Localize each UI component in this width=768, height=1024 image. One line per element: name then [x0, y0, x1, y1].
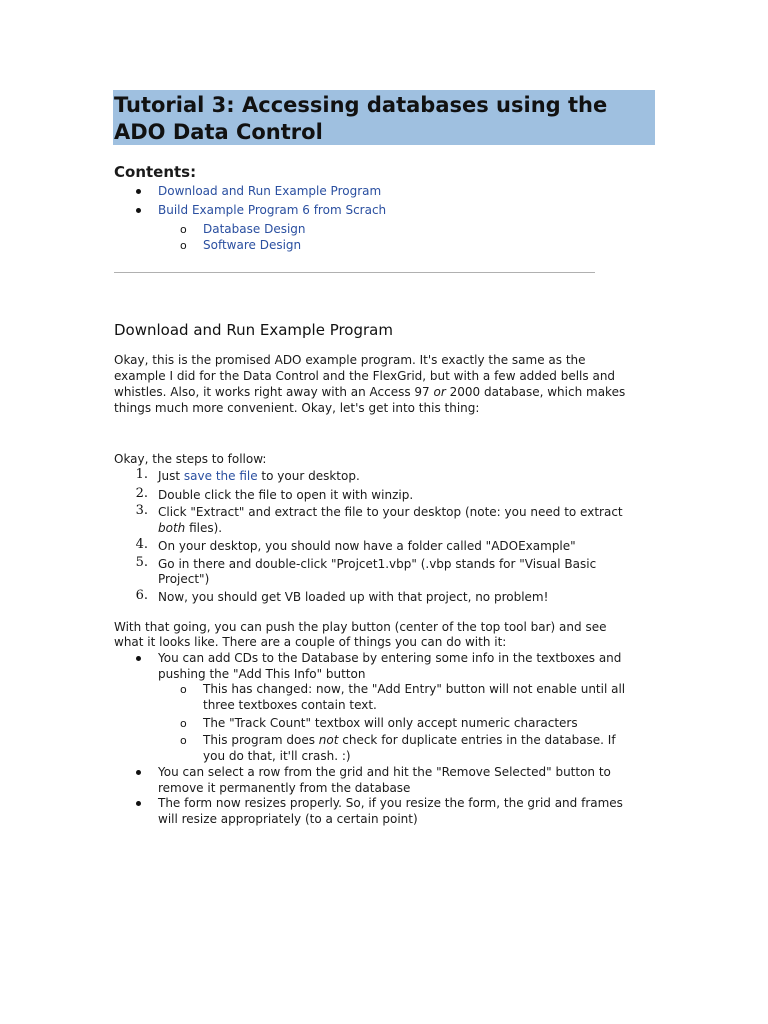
circle-bullet-icon: o — [180, 734, 187, 747]
bullet-icon — [136, 189, 141, 194]
toc-link-download[interactable]: Download and Run Example Program — [158, 184, 382, 198]
step-number: 5. — [135, 555, 148, 570]
circle-bullet-icon: o — [180, 683, 187, 696]
after-line-2: what it looks like. There are a couple of things you can do with it: — [114, 635, 507, 649]
sub-bullet-3-line-1: This program does not check for duplicate entries in the database. If — [203, 733, 616, 747]
circle-bullet-icon: o — [180, 239, 187, 252]
intro-line-1: Okay, this is the promised ADO example program. It's exactly the same as the — [114, 353, 586, 367]
bullet-1-line-1: You can add CDs to the Database by entering some info in the textboxes and — [158, 651, 622, 665]
step-number: 6. — [135, 588, 148, 603]
step-2: Double click the file to open it with winzip. — [158, 488, 414, 502]
sub-bullet-2: The "Track Count" textbox will only accept numeric characters — [203, 716, 578, 730]
bullet-icon — [136, 656, 141, 661]
steps-intro: Okay, the steps to follow: — [114, 452, 267, 466]
sub-bullet-1-line-1: This has changed: now, the "Add Entry" button will not enable until all — [203, 682, 626, 696]
step-5-line-1: Go in there and double-click "Projcet1.vbp" (.vbp stands for "Visual Basic — [158, 557, 597, 571]
contents-heading: Contents: — [114, 163, 197, 181]
step-number: 4. — [135, 537, 148, 552]
bullet-3-line-2: will resize appropriately (to a certain point) — [158, 812, 418, 826]
step-3-line-2: both files). — [158, 521, 223, 535]
sub-bullet-1-line-2: three textboxes contain text. — [203, 698, 377, 712]
step-6: Now, you should get VB loaded up with that project, no problem! — [158, 590, 549, 604]
intro-line-2: example I did for the Data Control and the FlexGrid, but with a few added bells and — [114, 369, 616, 383]
step-number: 1. — [135, 467, 148, 482]
page-title-line-2: ADO Data Control — [114, 120, 323, 144]
bullet-icon — [136, 208, 141, 213]
divider — [114, 272, 595, 273]
step-5-line-2: Project") — [158, 572, 210, 586]
step-4: On your desktop, you should now have a folder called "ADOExample" — [158, 539, 576, 553]
step-1: Just save the file to your desktop. — [158, 469, 360, 483]
intro-line-4: things much more convenient. Okay, let's get into this thing: — [114, 401, 480, 415]
bullet-3-line-1: The form now resizes properly. So, if you resize the form, the grid and frames — [158, 796, 623, 810]
save-file-link[interactable]: save the file — [183, 469, 258, 483]
bullet-2-line-2: remove it permanently from the database — [158, 781, 411, 795]
bullet-1-line-2: pushing the "Add This Info" button — [158, 667, 366, 681]
circle-bullet-icon: o — [180, 223, 187, 236]
section-heading: Download and Run Example Program — [114, 321, 393, 339]
page-title-line-1: Tutorial 3: Accessing databases using the — [114, 93, 608, 117]
bullet-2-line-1: You can select a row from the grid and hit the "Remove Selected" button to — [158, 765, 611, 779]
intro-line-3: whistles. Also, it works right away with an Access 97 or 2000 database, which makes — [114, 385, 626, 399]
sub-bullet-3-line-2: you do that, it'll crash. :) — [203, 749, 351, 763]
toc-link-database-design[interactable]: Database Design — [203, 222, 306, 236]
toc-link-software-design[interactable]: Software Design — [203, 238, 302, 252]
step-number: 3. — [135, 503, 148, 518]
after-line-1: With that going, you can push the play button (center of the top tool bar) and see — [114, 620, 607, 634]
step-number: 2. — [135, 486, 148, 501]
bullet-icon — [136, 801, 141, 806]
circle-bullet-icon: o — [180, 717, 187, 730]
step-3-line-1: Click "Extract" and extract the file to your desktop (note: you need to extract — [158, 505, 623, 519]
toc-link-build[interactable]: Build Example Program 6 from Scrach — [158, 203, 387, 217]
bullet-icon — [136, 770, 141, 775]
